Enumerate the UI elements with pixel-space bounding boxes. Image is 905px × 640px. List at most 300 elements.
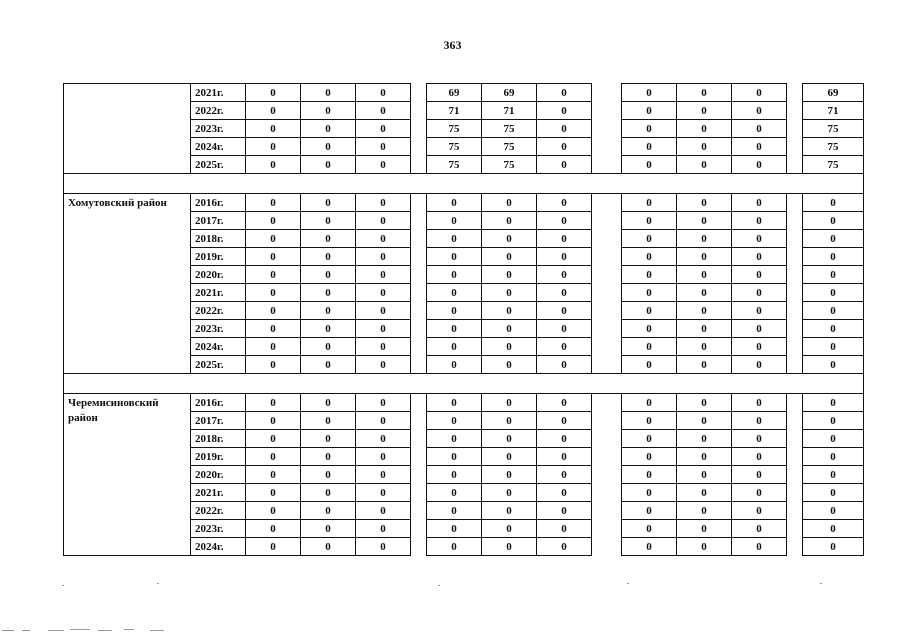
year-cell: 2023г. xyxy=(191,120,246,138)
value-cell: 0 xyxy=(537,156,592,174)
value-cell: 0 xyxy=(482,484,537,502)
gap-cell xyxy=(411,484,427,502)
value-cell: 0 xyxy=(427,320,482,338)
value-cell: 75 xyxy=(482,120,537,138)
value-cell: 0 xyxy=(677,212,732,230)
value-cell: 0 xyxy=(301,212,356,230)
gap-cell xyxy=(411,520,427,538)
total-cell: 0 xyxy=(803,320,864,338)
value-cell: 0 xyxy=(482,194,537,212)
value-cell: 0 xyxy=(677,520,732,538)
value-cell: 0 xyxy=(301,156,356,174)
value-cell: 0 xyxy=(356,266,411,284)
value-cell: 0 xyxy=(732,302,787,320)
gap-cell xyxy=(787,194,803,212)
value-cell: 0 xyxy=(732,356,787,374)
value-cell: 75 xyxy=(427,138,482,156)
value-cell: 0 xyxy=(246,84,301,102)
gap-cell xyxy=(787,320,803,338)
year-cell: 2018г. xyxy=(191,230,246,248)
value-cell: 0 xyxy=(356,338,411,356)
value-cell: 0 xyxy=(427,338,482,356)
gap-cell xyxy=(411,538,427,556)
total-cell: 75 xyxy=(803,156,864,174)
value-cell: 0 xyxy=(427,466,482,484)
scan-noise xyxy=(0,578,905,638)
value-cell: 0 xyxy=(356,356,411,374)
gap-cell xyxy=(592,194,622,212)
value-cell: 0 xyxy=(427,284,482,302)
value-cell: 0 xyxy=(301,520,356,538)
value-cell: 0 xyxy=(537,448,592,466)
value-cell: 0 xyxy=(622,266,677,284)
spacer-cell xyxy=(64,174,864,194)
value-cell: 0 xyxy=(301,394,356,412)
value-cell: 0 xyxy=(356,412,411,430)
gap-cell xyxy=(787,120,803,138)
year-cell: 2025г. xyxy=(191,356,246,374)
value-cell: 0 xyxy=(677,102,732,120)
gap-cell xyxy=(411,448,427,466)
total-cell: 0 xyxy=(803,502,864,520)
gap-cell xyxy=(592,302,622,320)
value-cell: 0 xyxy=(677,320,732,338)
total-cell: 75 xyxy=(803,138,864,156)
value-cell: 0 xyxy=(301,302,356,320)
value-cell: 0 xyxy=(732,520,787,538)
gap-cell xyxy=(411,212,427,230)
year-cell: 2016г. xyxy=(191,394,246,412)
value-cell: 0 xyxy=(622,138,677,156)
value-cell: 0 xyxy=(537,430,592,448)
value-cell: 0 xyxy=(537,356,592,374)
value-cell: 0 xyxy=(482,466,537,484)
gap-cell xyxy=(592,156,622,174)
value-cell: 0 xyxy=(246,156,301,174)
value-cell: 0 xyxy=(677,120,732,138)
value-cell: 0 xyxy=(246,248,301,266)
value-cell: 0 xyxy=(301,248,356,266)
gap-cell xyxy=(411,230,427,248)
value-cell: 0 xyxy=(622,448,677,466)
value-cell: 0 xyxy=(356,138,411,156)
value-cell: 0 xyxy=(732,266,787,284)
value-cell: 0 xyxy=(732,338,787,356)
value-cell: 0 xyxy=(482,538,537,556)
gap-cell xyxy=(592,102,622,120)
value-cell: 0 xyxy=(732,448,787,466)
gap-cell xyxy=(592,230,622,248)
value-cell: 0 xyxy=(482,284,537,302)
value-cell: 0 xyxy=(677,538,732,556)
value-cell: 69 xyxy=(427,84,482,102)
value-cell: 75 xyxy=(427,120,482,138)
value-cell: 0 xyxy=(246,194,301,212)
value-cell: 0 xyxy=(677,484,732,502)
gap-cell xyxy=(787,84,803,102)
value-cell: 0 xyxy=(622,394,677,412)
total-cell: 0 xyxy=(803,284,864,302)
gap-cell xyxy=(411,84,427,102)
table-row xyxy=(64,84,864,102)
value-cell: 0 xyxy=(677,230,732,248)
value-cell: 0 xyxy=(677,194,732,212)
gap-cell xyxy=(592,538,622,556)
value-cell: 0 xyxy=(356,156,411,174)
value-cell: 0 xyxy=(732,84,787,102)
value-cell: 0 xyxy=(537,266,592,284)
value-cell: 0 xyxy=(482,412,537,430)
value-cell: 0 xyxy=(537,502,592,520)
year-cell: 2020г. xyxy=(191,266,246,284)
gap-cell xyxy=(592,394,622,412)
year-cell: 2018г. xyxy=(191,430,246,448)
value-cell: 0 xyxy=(732,538,787,556)
table-row xyxy=(64,194,864,212)
gap-cell xyxy=(787,356,803,374)
value-cell: 0 xyxy=(622,466,677,484)
budget-table xyxy=(63,83,864,556)
gap-cell xyxy=(411,284,427,302)
gap-cell xyxy=(411,430,427,448)
value-cell: 0 xyxy=(537,120,592,138)
value-cell: 0 xyxy=(537,138,592,156)
gap-cell xyxy=(787,520,803,538)
value-cell: 0 xyxy=(622,502,677,520)
year-cell: 2023г. xyxy=(191,320,246,338)
value-cell: 0 xyxy=(732,502,787,520)
value-cell: 0 xyxy=(356,120,411,138)
value-cell: 0 xyxy=(246,448,301,466)
gap-cell xyxy=(592,284,622,302)
gap-cell xyxy=(592,266,622,284)
total-cell: 71 xyxy=(803,102,864,120)
total-cell: 0 xyxy=(803,520,864,538)
value-cell: 0 xyxy=(356,538,411,556)
gap-cell xyxy=(787,484,803,502)
value-cell: 0 xyxy=(482,230,537,248)
value-cell: 0 xyxy=(537,338,592,356)
value-cell: 0 xyxy=(482,338,537,356)
gap-cell xyxy=(787,212,803,230)
value-cell: 0 xyxy=(427,448,482,466)
district-name xyxy=(64,84,191,174)
gap-cell xyxy=(411,320,427,338)
value-cell: 0 xyxy=(246,120,301,138)
value-cell: 0 xyxy=(622,412,677,430)
value-cell: 0 xyxy=(677,266,732,284)
gap-cell xyxy=(592,212,622,230)
value-cell: 0 xyxy=(246,394,301,412)
value-cell: 0 xyxy=(622,484,677,502)
value-cell: 0 xyxy=(732,120,787,138)
value-cell: 0 xyxy=(427,412,482,430)
value-cell: 0 xyxy=(356,320,411,338)
value-cell: 0 xyxy=(246,538,301,556)
year-cell: 2022г. xyxy=(191,102,246,120)
total-cell: 0 xyxy=(803,412,864,430)
total-cell: 0 xyxy=(803,448,864,466)
value-cell: 0 xyxy=(537,484,592,502)
year-cell: 2021г. xyxy=(191,484,246,502)
value-cell: 0 xyxy=(301,266,356,284)
value-cell: 0 xyxy=(622,230,677,248)
value-cell: 0 xyxy=(732,230,787,248)
gap-cell xyxy=(411,102,427,120)
value-cell: 0 xyxy=(356,84,411,102)
value-cell: 0 xyxy=(622,284,677,302)
total-cell: 0 xyxy=(803,338,864,356)
value-cell: 0 xyxy=(301,466,356,484)
value-cell: 0 xyxy=(677,466,732,484)
value-cell: 0 xyxy=(482,502,537,520)
value-cell: 0 xyxy=(246,138,301,156)
value-cell: 0 xyxy=(732,248,787,266)
value-cell: 0 xyxy=(246,484,301,502)
value-cell: 0 xyxy=(537,84,592,102)
value-cell: 0 xyxy=(677,430,732,448)
year-cell: 2023г. xyxy=(191,520,246,538)
page-number: 363 xyxy=(443,38,462,52)
value-cell: 0 xyxy=(427,212,482,230)
gap-cell xyxy=(592,338,622,356)
gap-cell xyxy=(411,302,427,320)
gap-cell xyxy=(592,448,622,466)
year-cell: 2021г. xyxy=(191,84,246,102)
value-cell: 0 xyxy=(246,356,301,374)
value-cell: 0 xyxy=(537,284,592,302)
value-cell: 0 xyxy=(301,84,356,102)
value-cell: 71 xyxy=(482,102,537,120)
total-cell: 69 xyxy=(803,84,864,102)
value-cell: 0 xyxy=(427,248,482,266)
year-cell: 2019г. xyxy=(191,448,246,466)
value-cell: 0 xyxy=(301,538,356,556)
year-cell: 2020г. xyxy=(191,466,246,484)
value-cell: 0 xyxy=(677,448,732,466)
value-cell: 0 xyxy=(622,156,677,174)
year-cell: 2024г. xyxy=(191,538,246,556)
year-cell: 2025г. xyxy=(191,156,246,174)
section-spacer-row xyxy=(64,374,864,394)
gap-cell xyxy=(411,412,427,430)
gap-cell xyxy=(592,120,622,138)
section-spacer-row xyxy=(64,174,864,194)
value-cell: 0 xyxy=(482,248,537,266)
gap-cell xyxy=(592,520,622,538)
value-cell: 0 xyxy=(537,412,592,430)
value-cell: 0 xyxy=(301,448,356,466)
value-cell: 0 xyxy=(356,230,411,248)
value-cell: 0 xyxy=(427,230,482,248)
gap-cell xyxy=(592,320,622,338)
value-cell: 0 xyxy=(356,302,411,320)
value-cell: 0 xyxy=(301,138,356,156)
value-cell: 0 xyxy=(677,138,732,156)
value-cell: 0 xyxy=(427,538,482,556)
value-cell: 0 xyxy=(427,356,482,374)
total-cell: 0 xyxy=(803,538,864,556)
gap-cell xyxy=(787,412,803,430)
year-cell: 2021г. xyxy=(191,284,246,302)
value-cell: 0 xyxy=(622,102,677,120)
value-cell: 0 xyxy=(482,520,537,538)
value-cell: 0 xyxy=(356,502,411,520)
gap-cell xyxy=(592,84,622,102)
gap-cell xyxy=(787,248,803,266)
value-cell: 0 xyxy=(301,120,356,138)
value-cell: 0 xyxy=(622,194,677,212)
value-cell: 0 xyxy=(622,520,677,538)
gap-cell xyxy=(787,502,803,520)
value-cell: 0 xyxy=(427,266,482,284)
value-cell: 0 xyxy=(301,102,356,120)
gap-cell xyxy=(592,466,622,484)
value-cell: 0 xyxy=(677,394,732,412)
value-cell: 0 xyxy=(356,212,411,230)
value-cell: 0 xyxy=(677,356,732,374)
value-cell: 0 xyxy=(301,356,356,374)
total-cell: 0 xyxy=(803,430,864,448)
gap-cell xyxy=(411,156,427,174)
value-cell: 0 xyxy=(677,156,732,174)
gap-cell xyxy=(411,266,427,284)
value-cell: 0 xyxy=(732,320,787,338)
value-cell: 0 xyxy=(732,394,787,412)
value-cell: 0 xyxy=(482,448,537,466)
value-cell: 0 xyxy=(246,284,301,302)
year-cell: 2024г. xyxy=(191,138,246,156)
total-cell: 75 xyxy=(803,120,864,138)
value-cell: 0 xyxy=(356,430,411,448)
value-cell: 0 xyxy=(427,520,482,538)
value-cell: 0 xyxy=(677,84,732,102)
district-name: Хомутовский район xyxy=(64,194,191,374)
gap-cell xyxy=(787,156,803,174)
value-cell: 0 xyxy=(622,302,677,320)
gap-cell xyxy=(787,338,803,356)
value-cell: 0 xyxy=(732,412,787,430)
value-cell: 0 xyxy=(677,302,732,320)
gap-cell xyxy=(787,302,803,320)
value-cell: 0 xyxy=(246,102,301,120)
value-cell: 71 xyxy=(427,102,482,120)
total-cell: 0 xyxy=(803,194,864,212)
value-cell: 0 xyxy=(622,356,677,374)
value-cell: 0 xyxy=(246,266,301,284)
gap-cell xyxy=(411,248,427,266)
gap-cell xyxy=(411,466,427,484)
value-cell: 75 xyxy=(427,156,482,174)
value-cell: 0 xyxy=(537,302,592,320)
value-cell: 0 xyxy=(537,248,592,266)
value-cell: 0 xyxy=(677,412,732,430)
gap-cell xyxy=(787,102,803,120)
value-cell: 0 xyxy=(482,356,537,374)
table-row xyxy=(64,394,864,412)
value-cell: 0 xyxy=(732,284,787,302)
total-cell: 0 xyxy=(803,266,864,284)
value-cell: 0 xyxy=(622,320,677,338)
gap-cell xyxy=(787,230,803,248)
total-cell: 0 xyxy=(803,230,864,248)
value-cell: 0 xyxy=(356,194,411,212)
gap-cell xyxy=(592,430,622,448)
value-cell: 0 xyxy=(246,302,301,320)
total-cell: 0 xyxy=(803,394,864,412)
value-cell: 0 xyxy=(301,230,356,248)
gap-cell xyxy=(592,502,622,520)
value-cell: 0 xyxy=(246,520,301,538)
value-cell: 0 xyxy=(732,430,787,448)
year-cell: 2016г. xyxy=(191,194,246,212)
value-cell: 0 xyxy=(356,484,411,502)
gap-cell xyxy=(787,284,803,302)
total-cell: 0 xyxy=(803,248,864,266)
gap-cell xyxy=(787,466,803,484)
gap-cell xyxy=(411,394,427,412)
value-cell: 0 xyxy=(356,520,411,538)
value-cell: 0 xyxy=(622,120,677,138)
value-cell: 75 xyxy=(482,156,537,174)
year-cell: 2017г. xyxy=(191,412,246,430)
value-cell: 0 xyxy=(427,484,482,502)
value-cell: 0 xyxy=(427,394,482,412)
value-cell: 0 xyxy=(356,448,411,466)
value-cell: 0 xyxy=(301,412,356,430)
value-cell: 0 xyxy=(622,338,677,356)
value-cell: 0 xyxy=(246,212,301,230)
total-cell: 0 xyxy=(803,466,864,484)
value-cell: 0 xyxy=(301,484,356,502)
value-cell: 0 xyxy=(427,194,482,212)
value-cell: 0 xyxy=(246,230,301,248)
value-cell: 0 xyxy=(732,102,787,120)
value-cell: 0 xyxy=(482,430,537,448)
gap-cell xyxy=(411,194,427,212)
gap-cell xyxy=(787,394,803,412)
total-cell: 0 xyxy=(803,484,864,502)
value-cell: 0 xyxy=(537,194,592,212)
total-cell: 0 xyxy=(803,302,864,320)
value-cell: 0 xyxy=(246,502,301,520)
gap-cell xyxy=(787,138,803,156)
value-cell: 0 xyxy=(732,466,787,484)
gap-cell xyxy=(592,356,622,374)
gap-cell xyxy=(787,448,803,466)
gap-cell xyxy=(787,266,803,284)
value-cell: 0 xyxy=(427,430,482,448)
gap-cell xyxy=(411,138,427,156)
value-cell: 0 xyxy=(537,320,592,338)
year-cell: 2022г. xyxy=(191,302,246,320)
value-cell: 0 xyxy=(537,230,592,248)
value-cell: 0 xyxy=(677,284,732,302)
total-cell: 0 xyxy=(803,212,864,230)
spacer-cell xyxy=(64,374,864,394)
value-cell: 0 xyxy=(301,194,356,212)
value-cell: 0 xyxy=(246,320,301,338)
value-cell: 69 xyxy=(482,84,537,102)
value-cell: 0 xyxy=(622,212,677,230)
value-cell: 0 xyxy=(482,302,537,320)
value-cell: 0 xyxy=(537,538,592,556)
value-cell: 0 xyxy=(677,248,732,266)
value-cell: 0 xyxy=(732,156,787,174)
value-cell: 75 xyxy=(482,138,537,156)
value-cell: 0 xyxy=(356,248,411,266)
value-cell: 0 xyxy=(537,466,592,484)
